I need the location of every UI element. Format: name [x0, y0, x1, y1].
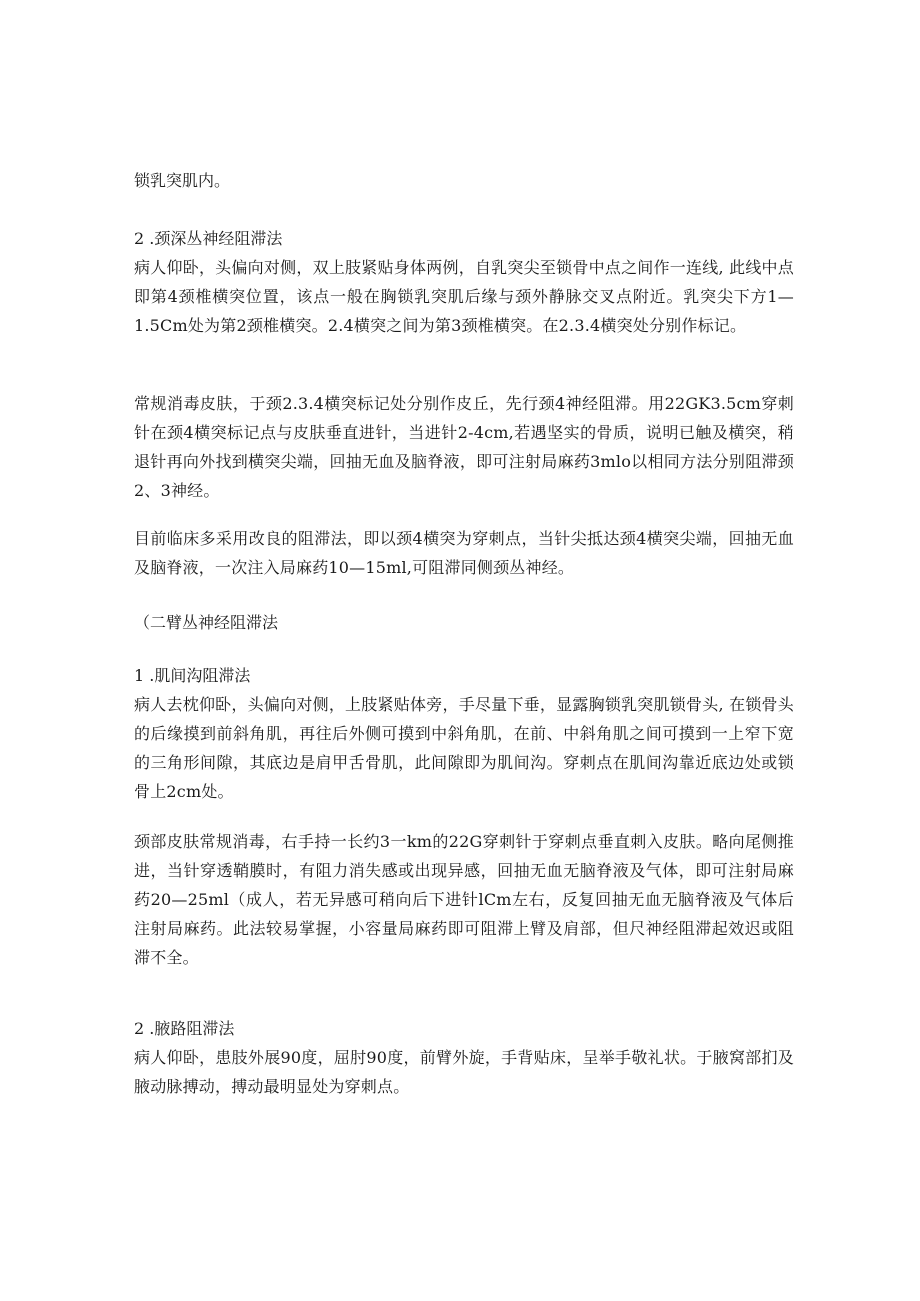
paragraph-deep-modified: 目前临床多采用改良的阻滞法，即以颈4横突为穿刺点，当针尖抵达颈4横突尖端，回抽无血及脑脊液，一次注入局麻药10—15ml,可阻滞同侧颈丛神经。 [134, 529, 794, 577]
heading-axillary: 2 .腋路阻滞法 [134, 1019, 235, 1038]
paragraph-intro: 锁乳突肌内。 [134, 171, 231, 190]
heading-interscalene: 1 .肌间沟阻滞法 [134, 666, 251, 685]
paragraph-deep-positioning: 病人仰卧，头偏向对侧，双上肢紧贴身体两例，自乳突尖至锁骨中点之间作一连线, 此线中点即第4颈椎横突位置，该点一般在胸锁乳突肌后缘与颈外静脉交叉点附近。乳突尖下方1—1.5Cm处为第2颈椎横突。2.4横突之间为第3颈椎横突。在2.3.4横突处分别作标记。 [134, 258, 794, 335]
heading-brachial-plexus: （二臂丛神经阻滞法 [134, 613, 279, 632]
paragraph-deep-procedure: 常规消毒皮肤，于颈2.3.4横突标记处分别作皮丘，先行颈4神经阻滞。用22GK3.5cm穿刺针在颈4横突标记点与皮肤垂直进针，当进针2-4cm,若遇坚实的骨质，说明已触及横突，稍退针再向外找到横突尖端，回抽无血及脑脊液，即可注射局麻药3mlo以相同方法分别阻滞颈2、3神经。 [134, 394, 794, 500]
paragraph-interscalene-procedure: 颈部皮肤常规消毒，右手持一长约3一km的22G穿刺针于穿刺点垂直刺入皮肤。略向尾侧推进，当针穿透鞘膜时，有阻力消失感或出现异感，回抽无血无脑脊液及气体，即可注射局麻药20—25ml（成人，若无异感可稍向后下进针lCm左右，反复回抽无血无脑脊液及气体后注射局麻药。此法较易掌握，小容量局麻药即可阻滞上臂及肩部，但尺神经阻滞起效迟或阻滞不全。 [134, 832, 794, 967]
heading-deep-cervical-plexus: 2 .颈深丛神经阻滞法 [134, 229, 283, 248]
paragraph-axillary-positioning: 病人仰卧，患肢外展90度，屈肘90度，前臂外旋，手背贴床，呈举手敬礼状。于腋窝部扪及腋动脉搏动，搏动最明显处为穿刺点。 [134, 1048, 794, 1096]
paragraph-interscalene-anatomy: 病人去枕仰卧，头偏向对侧，上肢紧贴体旁，手尽量下垂，显露胸锁乳突肌锁骨头, 在锁骨头的后缘摸到前斜角肌，再往后外侧可摸到中斜角肌，在前、中斜角肌之间可摸到一上窄下宽的三角形间隙，其底边是肩甲舌骨肌，此间隙即为肌间沟。穿刺点在肌间沟靠近底边处或锁骨上2cm处。 [134, 695, 794, 801]
